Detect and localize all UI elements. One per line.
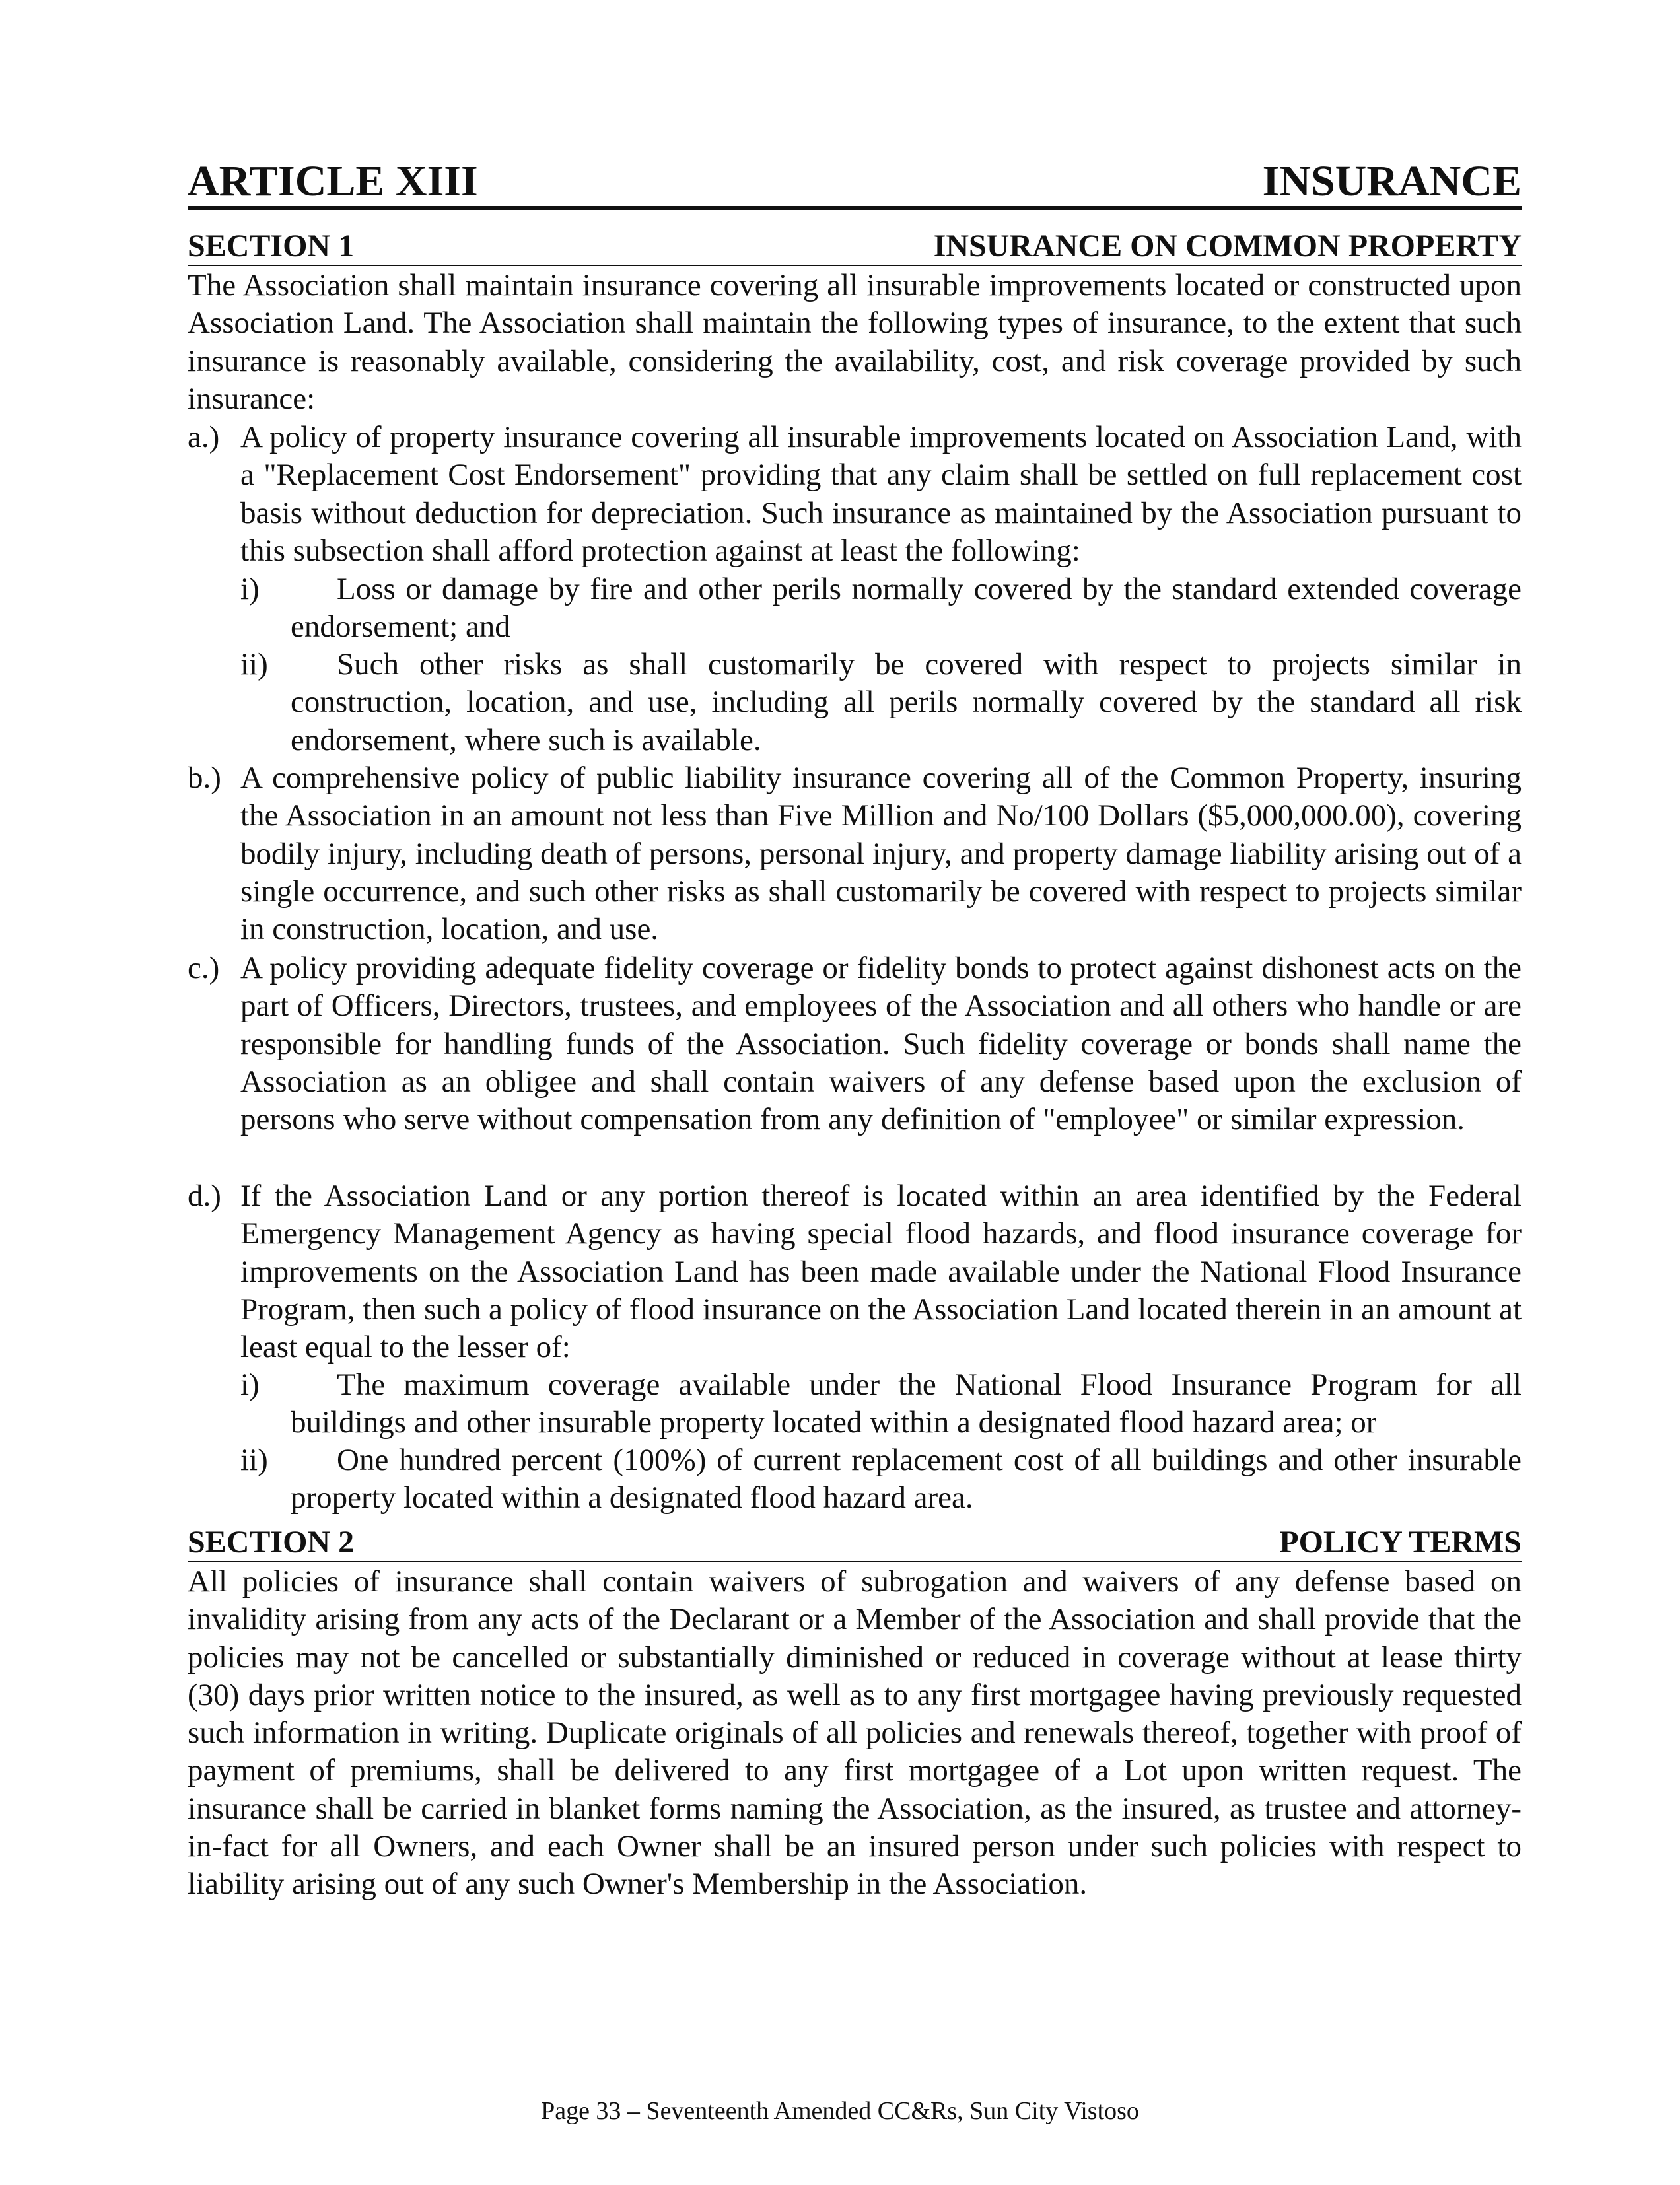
list-item-text: A comprehensive policy of public liability insurance covering all of the Common Property, insuring the Association in an amount not less than Five Million and No/100 Dollars ($5,000,000.00), covering bodily injury, including death of persons, personal injury, and property damage liability arising out of a single occurrence, and such other risks as shall customarily be covered with respect to projects similar in construction, location, and use.: [240, 761, 1522, 947]
sub-marker: i): [240, 1368, 260, 1402]
list-marker: c.): [188, 951, 220, 985]
list-item-a: [188, 419, 1522, 570]
section-1-intro: The Association shall maintain insurance covering all insurable improvements located or constructed upon Association Land. The Association shall maintain the following types of insurance, to the extent that such insurance is reasonably available, considering the availability, cost, and risk coverage provided by such insurance:: [188, 268, 1522, 416]
sub-item-a-ii: [240, 646, 1522, 759]
section-2-heading: [188, 1524, 1522, 1562]
list-item-d: [188, 1177, 1522, 1366]
sub-item-text: Loss or damage by fire and other perils normally covered by the standard extended coverage endorsement; and: [291, 572, 1522, 644]
list-marker: b.): [188, 761, 221, 795]
article-rule: [188, 206, 1522, 210]
sub-item-d-i: [240, 1366, 1522, 1442]
sub-item-text: Such other risks as shall customarily be covered with respect to projects similar in construction, location, and use, including all perils normally covered by the standard all risk endorsement, where such is available.: [291, 647, 1522, 757]
section-2-number: SECTION 2: [188, 1525, 355, 1560]
list-marker: d.): [188, 1179, 221, 1213]
section-1-number: SECTION 1: [188, 228, 355, 263]
page-footer: Page 33 – Seventeenth Amended CC&Rs, Sun City Vistoso: [541, 2097, 1139, 2125]
sub-marker: ii): [240, 1443, 268, 1477]
section-2-text: All policies of insurance shall contain waivers of subrogation and waivers of any defense based on invalidity arising from any acts of the Declarant or a Member of the Association and shall provide that the policies may not be cancelled or substantially diminished or reduced in coverage without at lease thirty (30) days prior written notice to the insured, as well as to any first mortgagee having previously requested such information in writing. Duplicate originals of all policies and renewals thereof, together with proof of payment of premiums, shall be delivered to any first mortgagee of a Lot upon written request. The insurance shall be carried in blanket forms naming the Association, as the insured, as trustee and attorney-in-fact for all Owners, and each Owner shall be an insured person under such policies with respect to liability arising out of any such Owner's Membership in the Association.: [188, 1564, 1522, 1902]
sub-item-text: One hundred percent (100%) of current replacement cost of all buildings and other insurable property located within a designated flood hazard area.: [291, 1443, 1522, 1515]
sub-item-a-i: [240, 571, 1522, 646]
list-item-text: A policy providing adequate fidelity coverage or fidelity bonds to protect against dishonest acts on the part of Officers, Directors, trustees, and employees of the Association and all others who handle or are responsible for handling funds of the Association. Such fidelity coverage or bonds shall name the Association as an obligee and shall contain waivers of any defense based upon the exclusion of persons who serve without compensation from any definition of "employee" or similar expression.: [240, 951, 1522, 1137]
section-2-title: POLICY TERMS: [1279, 1525, 1522, 1560]
section-1-title: INSURANCE ON COMMON PROPERTY: [933, 228, 1522, 263]
sub-item-text: The maximum coverage available under the National Flood Insurance Program for all buildings and other insurable property located within a designated flood hazard area; or: [291, 1368, 1522, 1440]
article-title: INSURANCE: [1262, 157, 1522, 205]
sub-item-d-ii: [240, 1441, 1522, 1517]
section-1-heading: [188, 228, 1522, 266]
list-item-text: A policy of property insurance covering all insurable improvements located on Association Land, with a "Replacement Cost Endorsement" providing that any claim shall be settled on full replacement cost basis without deduction for depreciation. Such insurance as maintained by the Association pursuant to this subsection shall afford protection against at least the following:: [240, 420, 1522, 568]
list-marker: a.): [188, 420, 220, 454]
list-item-text: If the Association Land or any portion thereof is located within an area identified by the Federal Emergency Management Agency as having special flood hazards, and flood insurance coverage for improvements on the Association Land has been made available under the National Flood Insurance Program, then such a policy of flood insurance on the Association Land located therein in an amount at least equal to the lesser of:: [240, 1179, 1522, 1365]
sub-marker: ii): [240, 647, 268, 681]
sub-marker: i): [240, 572, 260, 606]
article-number: ARTICLE XIII: [188, 157, 478, 205]
list-item-b: [188, 759, 1522, 948]
list-item-c: [188, 950, 1522, 1138]
article-heading: [188, 151, 1522, 203]
